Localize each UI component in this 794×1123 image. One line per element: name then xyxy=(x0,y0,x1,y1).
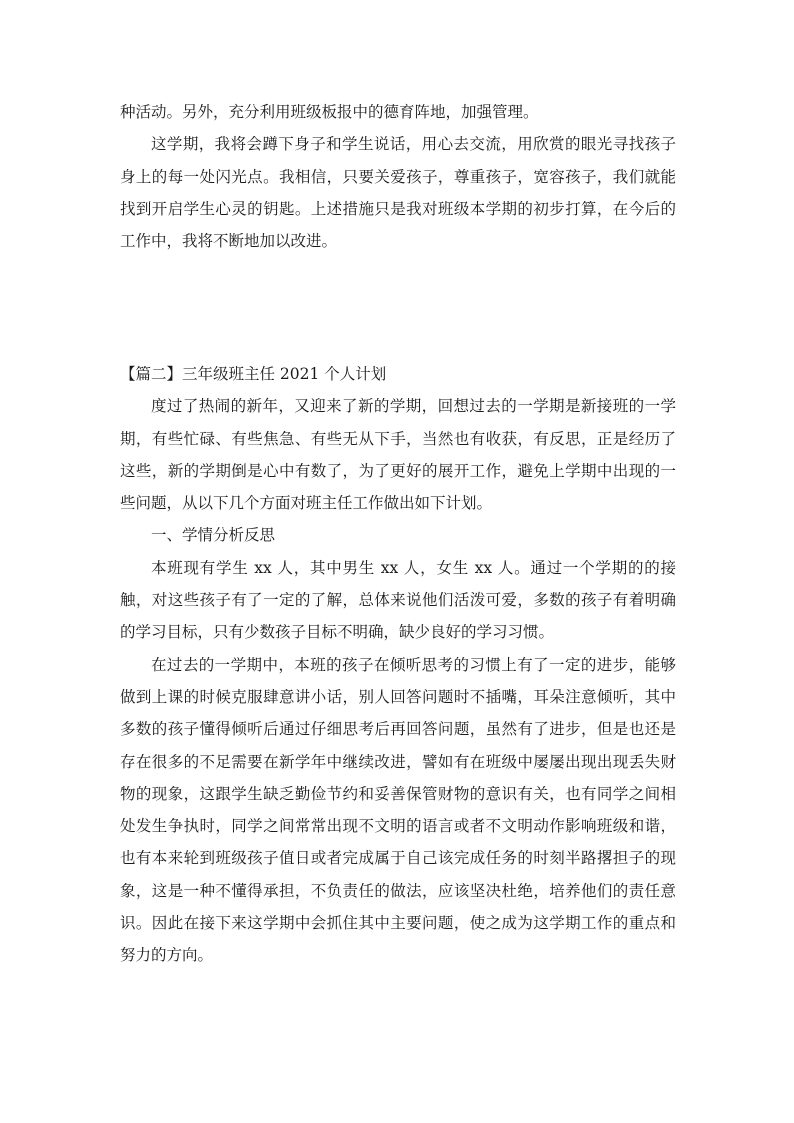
closing-paragraph: 这学期，我将会蹲下身子和学生说话，用心去交流，用欣赏的眼光寻找孩子身上的每一处闪光点。我相信，只要关爱孩子，尊重孩子，宽容孩子，我们就能找到开启学生心灵的钥匙。上述措施只是我对班级本学期的初步打算，在今后的工作中，我将不断地加以改进。 xyxy=(120,135,676,251)
intro-paragraph: 度过了热闹的新年，又迎来了新的学期，回想过去的一学期是新接班的一学期，有些忙碌、有些焦急、有些无从下手，当然也有收获，有反思，正是经历了这些，新的学期倒是心中有数了，为了更好的展开工作，避免上学期中出现的一些问题，从以下几个方面对班主任工作做出如下计划。 xyxy=(120,397,676,513)
analysis-paragraph-2: 在过去的一学期中，本班的孩子在倾听思考的习惯上有了一定的进步，能够做到上课的时候克服肆意讲小话，别人回答问题时不插嘴，耳朵注意倾听，其中多数的孩子懂得倾听后通过仔细思考后再回答问题，虽然有了进步，但是也还是存在很多的不足需要在新学年中继续改进，譬如有在班级中屡屡出现出现丢失财物的现象，这跟学生缺乏勤俭节约和妥善保管财物的意识有关，也有同学之间相处发生争执时，同学之间常常出现不文明的语言或者不文明动作影响班级和谐，也有本来轮到班级孩子值日或者完成属于自己该完成任务的时刻半路撂担子的现象，这是一种不懂得承担，不负责任的做法，应该坚决杜绝，培养他们的责任意识。因此在接下来这学期中会抓住其中主要问题，使之成为这学期工作的重点和努力的方向。 xyxy=(120,655,676,965)
subheading: 一、学情分析反思 xyxy=(151,526,276,545)
continuation-paragraph: 种活动。另外，充分利用班级板报中的德育阵地，加强管理。 xyxy=(120,103,539,121)
analysis-paragraph-1: 本班现有学生 xx 人，其中男生 xx 人，女生 xx 人。通过一个学期的的接触，对这些孩子有了一定的了解，总体来说他们活泼可爱，多数的孩子有着明确的学习目标，只有少数孩子目标不明确，缺少良好的学习习惯。 xyxy=(120,558,676,642)
section-1 xyxy=(120,96,676,257)
section-title: 【篇二】三年级班主任 2021 个人计划 xyxy=(120,365,387,383)
section-2 xyxy=(120,358,676,972)
